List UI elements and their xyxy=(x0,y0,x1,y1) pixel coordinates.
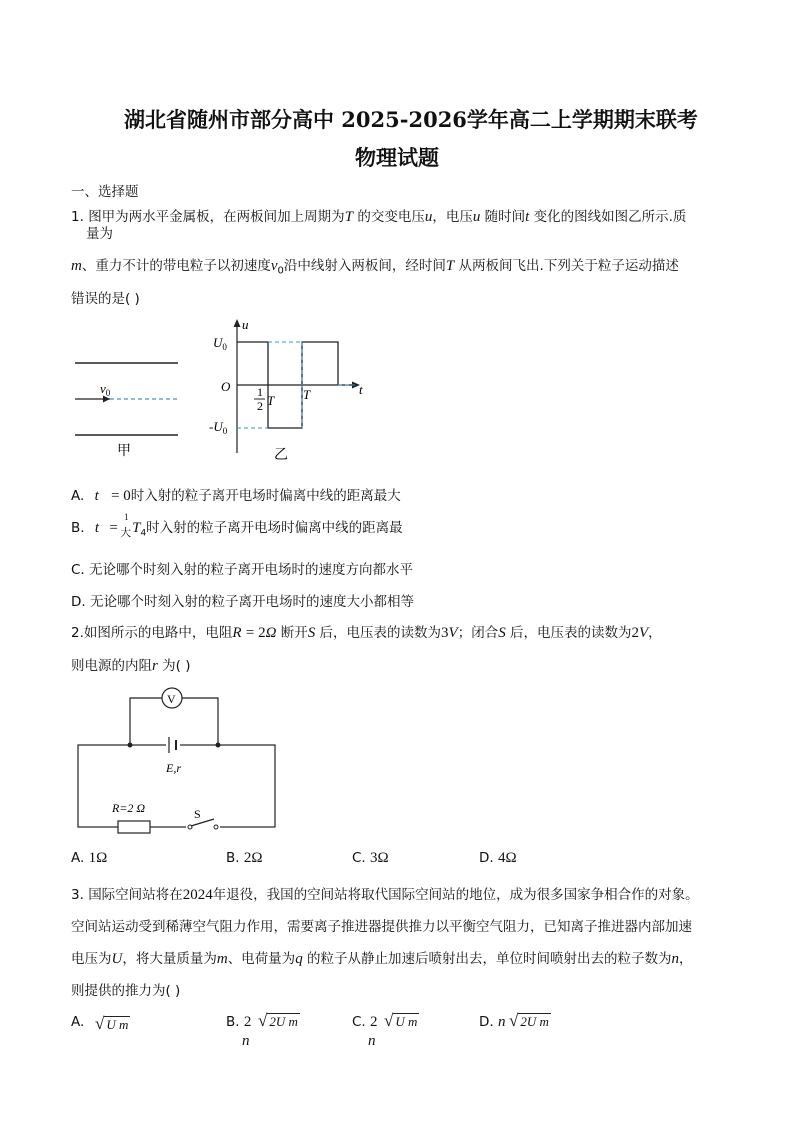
switch-label: S xyxy=(194,807,201,821)
q2-number: 2. xyxy=(71,625,84,641)
q2-line1: 2.如图所示的电路中，电阻R = 2Ω 断开S 后，电压表的读数为3V；闭合S 后，电压表的读数为2V， xyxy=(71,625,662,641)
q3-a-sqrt: √ U m xyxy=(95,1014,129,1033)
q3-b-sqrt: √ 2U m xyxy=(258,1011,298,1030)
q3-number: 3. xyxy=(71,887,84,903)
q2-option-d[interactable]: D. 4Ω xyxy=(479,850,517,866)
section-heading: 一、选择题 xyxy=(71,184,139,200)
resistor xyxy=(118,821,150,833)
q1-line2: 量为 xyxy=(86,226,113,242)
battery-gap xyxy=(166,736,180,754)
figure-yi-caption: 乙 xyxy=(274,448,288,463)
negU0-label: $-U_0$ xyxy=(209,419,228,436)
t-axis-label: t xyxy=(359,382,363,397)
q2-option-b[interactable]: B. 2Ω xyxy=(226,850,263,866)
q3-line4: 则提供的推力为( ) xyxy=(71,983,181,999)
q3-d-sqrt: √ 2U m xyxy=(509,1011,549,1030)
circuit-loop xyxy=(78,745,275,827)
battery-label: E,r xyxy=(166,761,181,775)
q1-option-a[interactable]: A. t = 0时入射的粒子离开电场时偏离中线的距离最大 xyxy=(71,488,401,504)
q3-option-d[interactable]: D. n √ 2U m xyxy=(479,1011,549,1030)
q3-option-b[interactable]: B. 2 √ 2U m n xyxy=(226,1011,298,1049)
u-axis-label: u xyxy=(242,317,249,332)
half-numerator: 1 xyxy=(257,385,263,399)
q3-option-c[interactable]: C. 2 √ U m n xyxy=(352,1011,418,1049)
resistor-label: R=2 Ω xyxy=(112,801,146,815)
q3-line1: 3. 国际空间站将在2024年退役，我国的空间站将取代国际空间站的地位，成为很多国家争相合作的对象。 xyxy=(71,887,699,903)
q1-option-d[interactable]: D. 无论哪个时刻入射的粒子离开电场时的速度大小都相等 xyxy=(71,594,414,610)
q3-option-a[interactable]: A. √ U m xyxy=(71,1014,129,1033)
voltmeter-lead-right xyxy=(182,698,218,745)
voltmeter-lead-left xyxy=(130,698,162,745)
junction-right xyxy=(216,743,221,748)
exam-title: 湖北省随州市部分高中 2025-2026学年高二上学期期末联考 xyxy=(124,107,698,132)
voltmeter-label: V xyxy=(167,692,176,706)
exam-subtitle: 物理试题 xyxy=(355,145,439,170)
q3-c-sqrt: √ U m xyxy=(384,1011,418,1030)
q1-option-b[interactable]: B. t = 1 大 $T_4$时入射的粒子离开电场时偏离中线的距离最 xyxy=(71,512,403,539)
switch-contact xyxy=(214,825,218,829)
q2-line2: 则电源的内阻r 为( ) xyxy=(71,658,191,674)
v0-label: $v_0$ xyxy=(100,381,111,398)
junction-left xyxy=(128,743,133,748)
half-denominator: 2 xyxy=(257,399,263,413)
q1-b-fraction: 1 大 xyxy=(120,512,132,539)
q1-line3: m、重力不计的带电粒子以初速度$v_0$沿中线射入两板间，经时间T 从两板间飞出.下列关于粒子运动描述 xyxy=(71,258,679,277)
q3-line3: 电压为U，将大量质量为m、电荷量为q 的粒子从静止加速后喷射出去，单位时间喷射出去的粒子数为n， xyxy=(71,951,693,967)
figure-jia xyxy=(70,355,185,460)
q2-option-a[interactable]: A. 1Ω xyxy=(71,850,108,866)
half-T-label: T xyxy=(267,393,275,408)
figure-jia-caption: 甲 xyxy=(117,444,131,459)
u-axis-arrowhead xyxy=(234,319,241,327)
T-label: T xyxy=(303,387,311,402)
q3-line2: 空间站运动受到稀薄空气阻力作用，需要离子推进器提供推力以平衡空气阻力，已知离子推进器内部加速 xyxy=(71,919,692,935)
q1-line1: 1. 图甲为两水平金属板，在两板间加上周期为T 的交变电压u，电压u 随时间t 变化的图线如图乙所示.质 xyxy=(71,209,687,225)
origin-label: O xyxy=(221,379,231,394)
q2-option-c[interactable]: C. 3Ω xyxy=(352,850,389,866)
U0-label: $U_0$ xyxy=(213,335,227,352)
circuit-diagram xyxy=(70,682,285,837)
figure-yi xyxy=(205,315,370,465)
q1-line4: 错误的是( ) xyxy=(71,291,140,307)
q1-option-c[interactable]: C. 无论哪个时刻入射的粒子离开电场时的速度方向都水平 xyxy=(71,562,414,578)
q1-number: 1. xyxy=(71,209,84,225)
